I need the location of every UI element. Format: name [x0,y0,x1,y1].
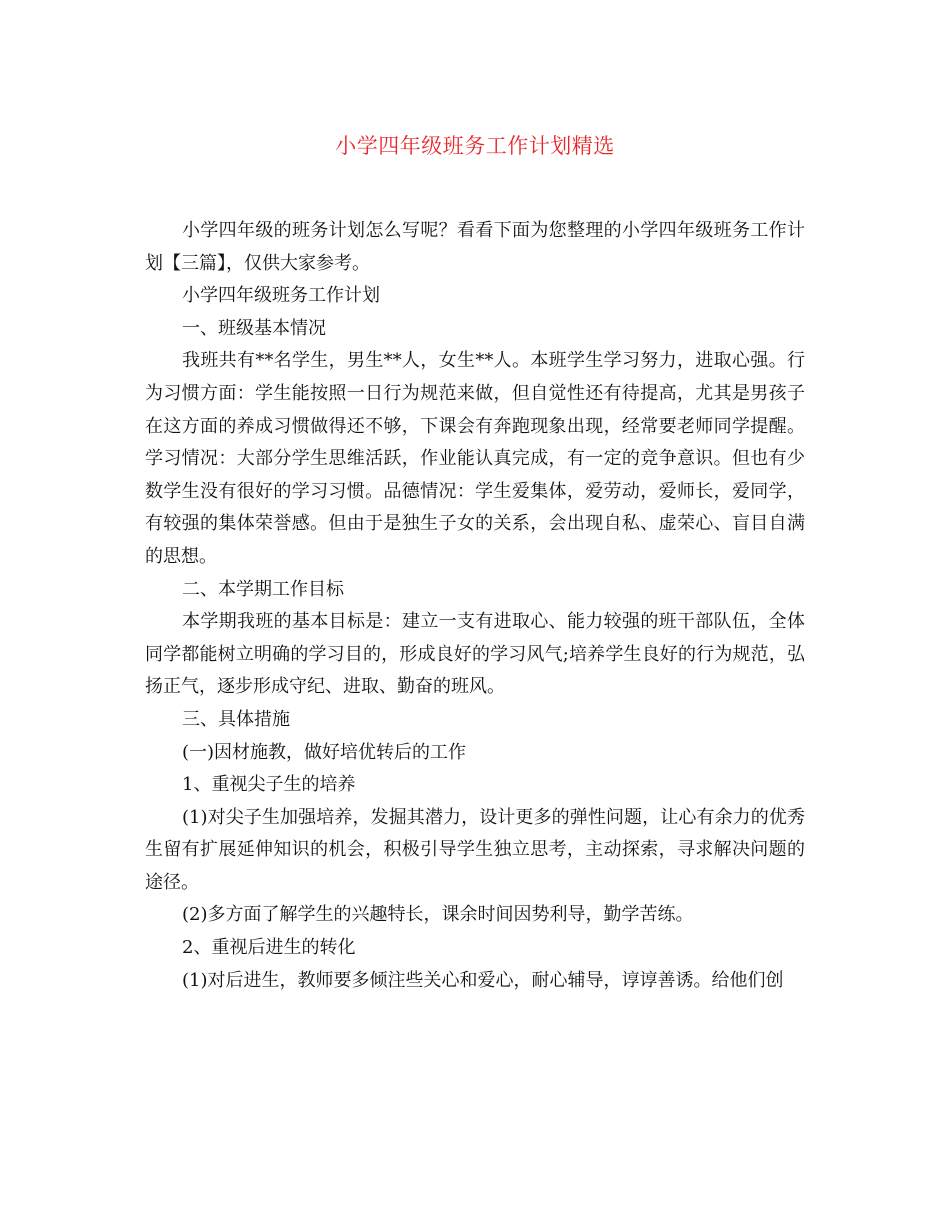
subsection-heading: 1、重视尖子生的培养 [182,774,356,796]
intro-paragraph: 小学四年级的班务计划怎么写呢？看看下面为您整理的小学四年级班务工作计划【三篇】，仅供大家参考。 [145,220,805,274]
section-heading: 二、本学期工作目标 [182,578,344,600]
body-paragraph: 我班共有**名学生，男生**人，女生**人。本班学生学习努力，进取心强。行为习惯方面：学生能按照一日行为规范来做，但自觉性还有待提高，尤其是男孩子在这方面的养成习惯做得还不够，下课会有奔跑现象出现，经常要老师同学提醒。学习情况：大部分学生思维活跃，作业能认真完成，有一定的竞争意识。但也有少数学生没有很好的学习习惯。品德情况：学生爱集体，爱劳动，爱师长，爱同学，有较强的集体荣誉感。但由于是独生子女的关系，会出现自私、虚荣心、盲目自满的思想。 [145,350,805,567]
body-paragraph: (1)对后进生，教师要多倾注些关心和爱心，耐心辅导，谆谆善诱。给他们创 [182,969,784,991]
section-heading: 小学四年级班务工作计划 [182,285,380,307]
body-paragraph: 本学期我班的基本目标是：建立一支有进取心、能力较强的班干部队伍，全体同学都能树立明确的学习目的，形成良好的学习风气;培养学生良好的行为规范，弘扬正气，逐步形成守纪、进取、勤奋的班风。 [145,611,805,698]
body-paragraph: (2)多方面了解学生的兴趣特长，课余时间因势利导，勤学苦练。 [182,904,694,926]
section-heading: 一、班级基本情况 [182,317,326,339]
section-heading: 三、具体措施 [182,708,290,730]
document-body [145,215,805,997]
body-paragraph: (1)对尖子生加强培养，发掘其潜力，设计更多的弹性问题，让心有余力的优秀生留有扩展延伸知识的机会，积极引导学生独立思考，主动探索，寻求解决问题的途径。 [145,806,805,893]
subsection-heading: 2、重视后进生的转化 [182,937,356,959]
document-title: 小学四年级班务工作计划精选 [335,134,615,158]
subsection-heading: (一)因材施教，做好培优转后的工作 [182,741,467,763]
